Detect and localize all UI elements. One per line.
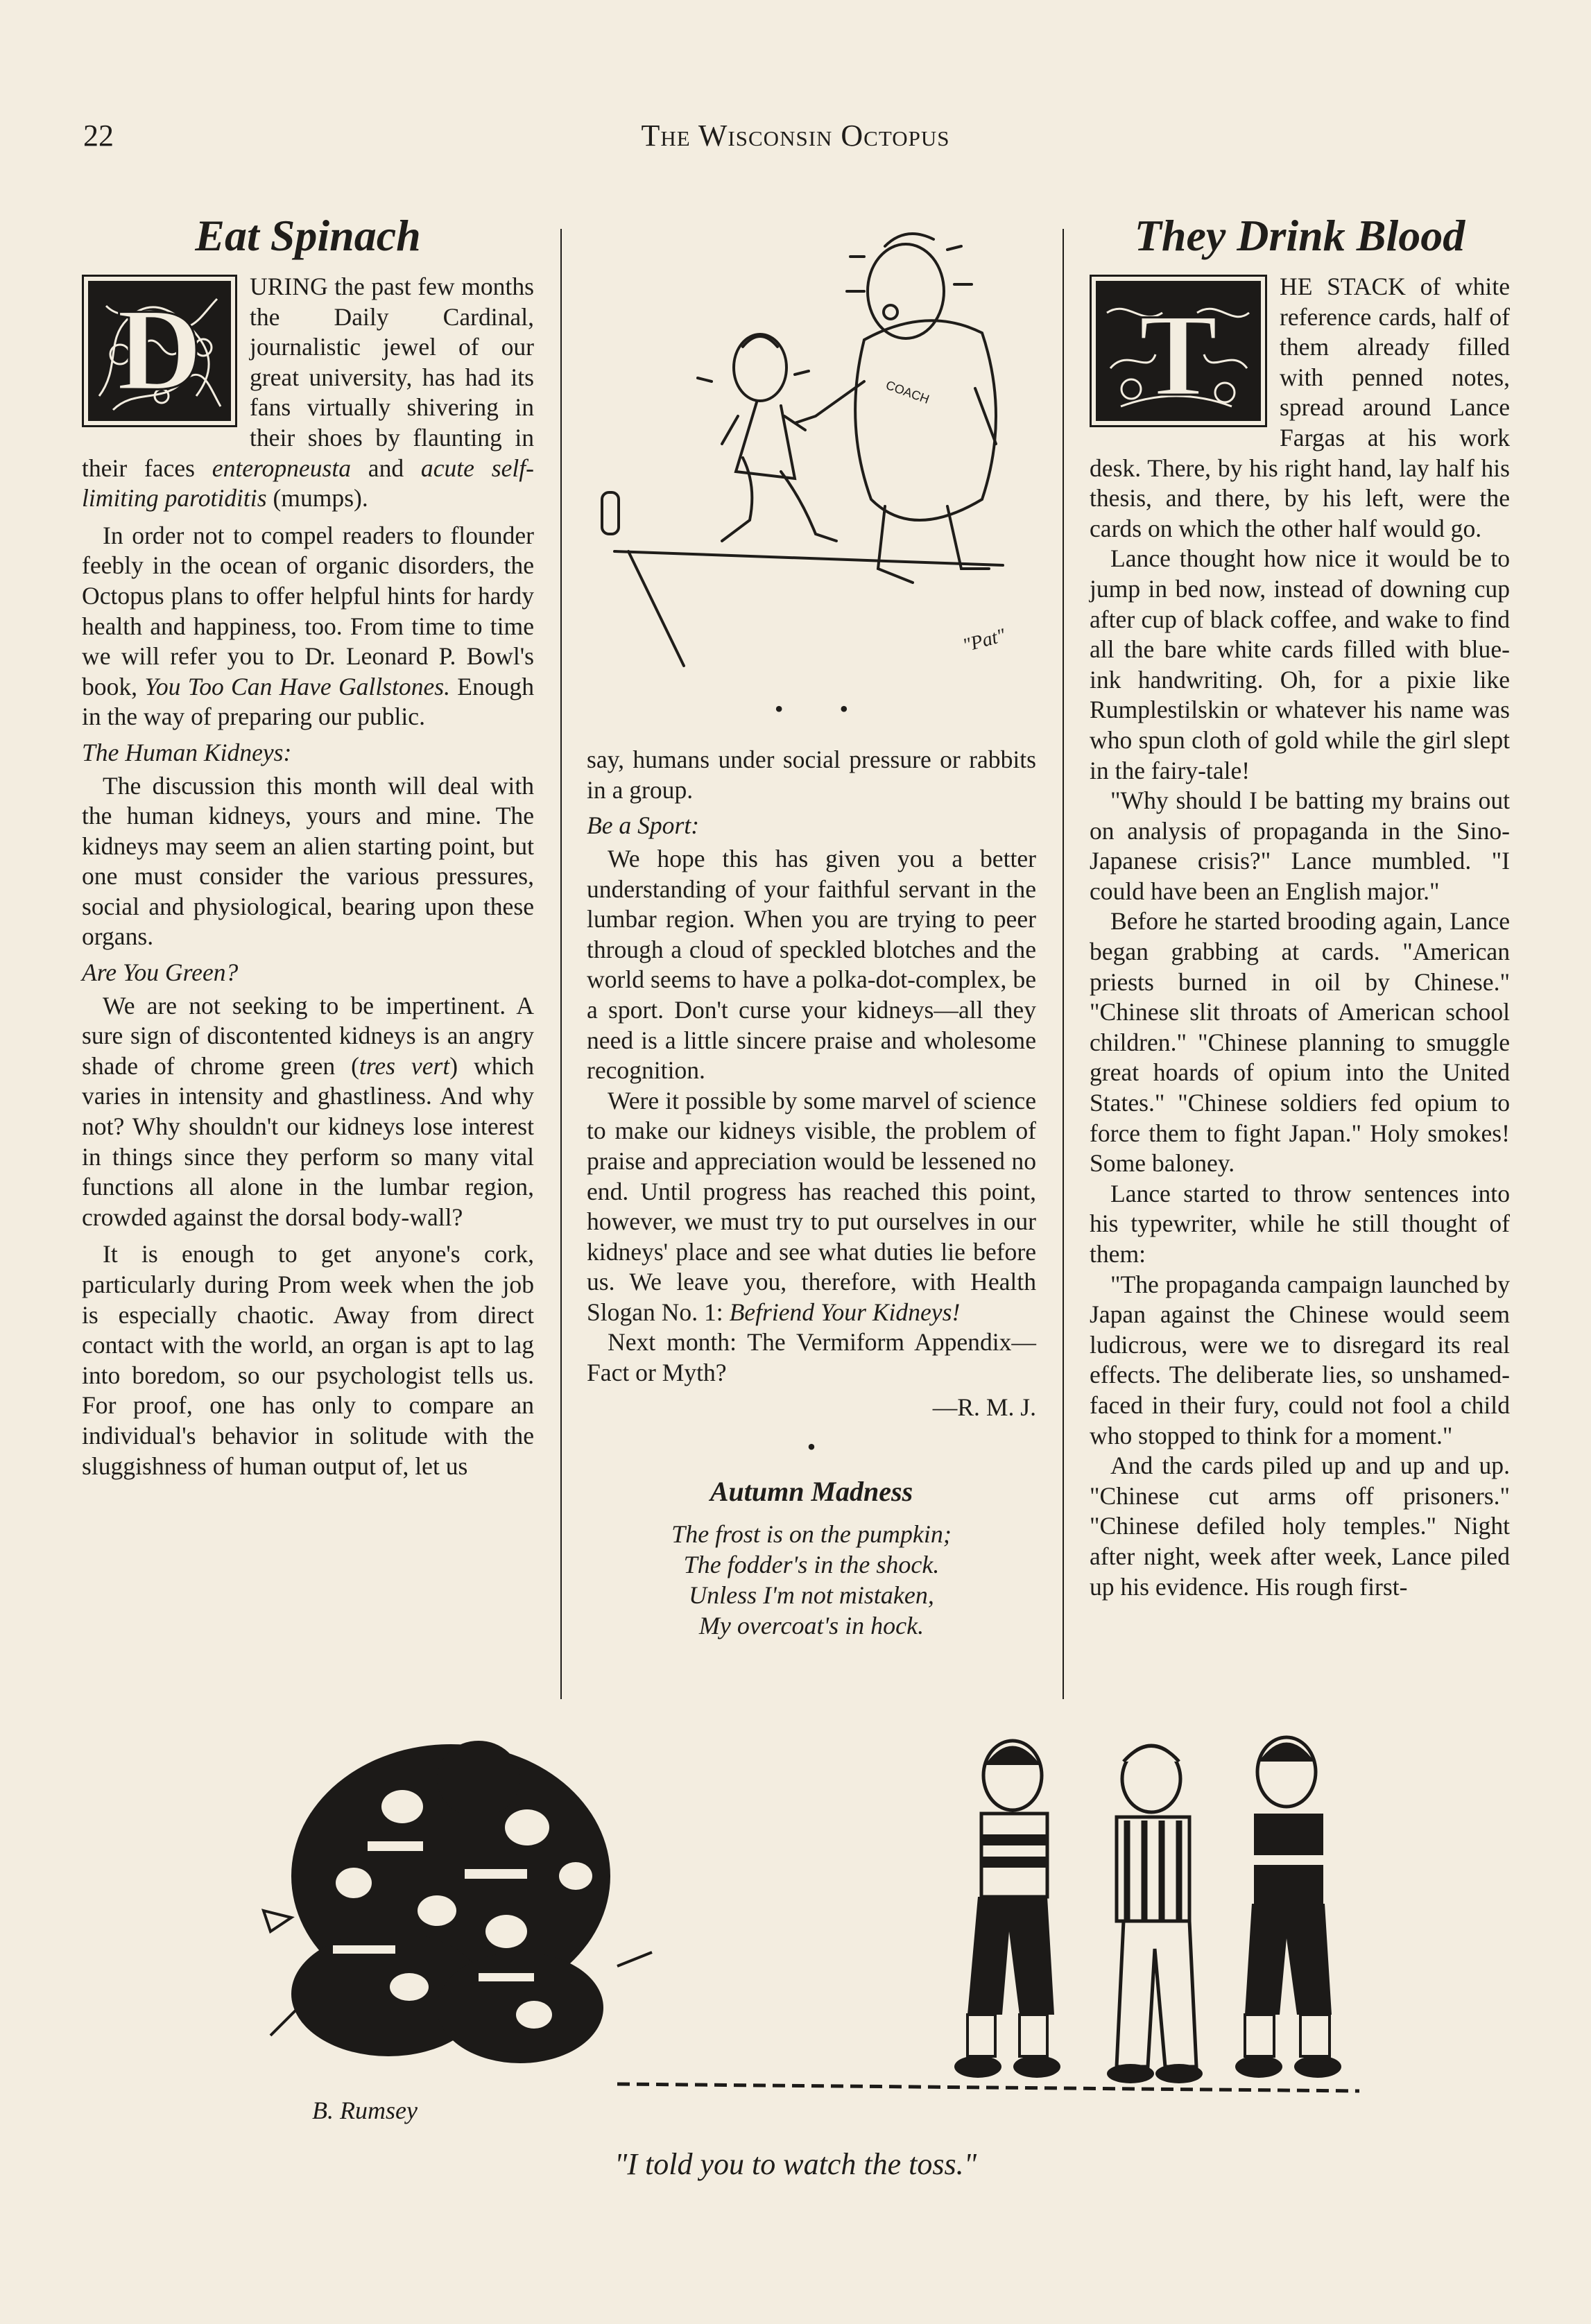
poem-title: Autumn Madness (710, 1475, 913, 1507)
drop-cap (1090, 275, 1267, 427)
article-eat-spinach (82, 208, 534, 1481)
paragraph: say, humans under social pressure or rabbits in a group. (587, 746, 1036, 804)
subheading: The Human Kidneys: (82, 738, 292, 766)
football-cartoon (229, 1703, 1408, 2133)
emphasis: enteropneusta (212, 454, 352, 482)
paragraph: (mumps). (266, 484, 368, 513)
middle-column (587, 208, 1036, 1641)
paragraph: Next month: The Vermiform Appendix—Fact or Myth? (587, 1328, 1036, 1387)
paragraph: And the cards piled up and up and up. "Chinese cut arms off prisoners." "Chinese defiled holy temples." Night after night, week after week, Lance piled up his evidence. His rough first- (1090, 1452, 1510, 1601)
cartoon-signature: "Pat" (960, 624, 1008, 657)
paragraph: URING the past few months the Daily Cardinal, journalistic jewel of our great university, has had its fans virtually shivering in their shoes by flaunting in their faces (82, 273, 534, 482)
cartoon-signature: B. Rumsey (312, 2097, 418, 2124)
coach-label: COACH (884, 377, 931, 406)
running-head: The Wisconsin Octopus (641, 119, 950, 153)
paragraph: "The propaganda campaign launched by Japan against the Chinese would seem ludicrous, were we to disregard its real effects. The deliberate lies, so unshamed-faced in their fury, could not fool a child who stopped to think for a moment." (1090, 1270, 1510, 1449)
ornament-icon (1100, 285, 1257, 417)
paragraph: Before he started brooding again, Lance began grabbing at cards. "American priests burned in oil by Chinese." "Chinese slit throats of American school children." "Chinese planning to smuggle great hoards of opium into the United States." "Chinese soldiers fed opium to force them to fight Japan." Holy smokes! Some baloney. (1090, 907, 1510, 1178)
subheading: Be a Sport: (587, 811, 700, 840)
author-signature: —R. M. J. (932, 1393, 1036, 1421)
article-title: Eat Spinach (195, 211, 421, 260)
subheading: Are You Green? (82, 958, 239, 987)
paragraph: In order not to compel readers to flounder feebly in the ocean of organic disorders, the Octopus plans to offer helpful hints for hardy health and happiness, too. From time to time we will refer you to Dr. Leonard P. Bowl's book, (82, 521, 534, 700)
paragraph: Lance thought how nice it would be to jump in bed now, instead of downing cup after cup of black coffee, and wake to find all the bare white cards filled with blue-ink handwriting. Oh, for a pixie like Rumplestilskin or whatever his name was who spun cloth of gold while the girl slept in the fairy-tale! (1090, 544, 1510, 784)
drop-cap (82, 275, 237, 427)
ornament-icon (92, 285, 227, 417)
separator-dots: • • (774, 694, 874, 723)
paragraph: ) which varies in intensity and ghastliness. And why not? Why shouldn't our kidneys lose interest in things since they perform so many vital functions all alone in the lumbar region, crowded against the dorsal body-wall? (82, 1051, 534, 1231)
drop-cap-letter: D (117, 285, 203, 415)
column-rule (560, 229, 562, 1699)
paragraph: Enough in the way of preparing our public. (82, 672, 534, 731)
paragraph: Lance started to throw sentences into his typewriter, while he still thought of them: (1090, 1179, 1510, 1268)
emphasis: tres vert (359, 1051, 450, 1080)
poem-line: My overcoat's in hock. (698, 1612, 925, 1640)
emphasis: You Too Can Have Gallstones. (144, 672, 451, 700)
paragraph: The discussion this month will deal with the human kidneys, yours and mine. The kidneys may seem an alien starting point, but one must consider the various pressures, social and physiological, bearing upon these organs. (82, 771, 534, 951)
paragraph: We are not seeking to be impertinent. A sure sign of discontented kidneys is an angry shade of chrome green ( (82, 991, 534, 1080)
article-they-drink-blood (1090, 208, 1510, 1602)
drop-cap-letter: T (1139, 290, 1218, 417)
coach-cartoon (587, 208, 1036, 680)
paragraph: and (351, 454, 421, 482)
emphasis: acute self-limiting parotiditis (82, 454, 534, 513)
paragraph: HE STACK of white reference cards, half of them already filled with penned notes, spread around Lance Fargas at his work desk. There, by his right hand, lay half his thesis, and there, by his left, were the cards on which the other half would go. (1090, 273, 1510, 542)
article-title: They Drink Blood (1134, 211, 1465, 260)
column-rule (1063, 229, 1064, 1699)
paragraph: "Why should I be batting my brains out on analysis of propaganda in the Sino-Japanese crisis?" Lance mumbled. "I could have been an English major." (1090, 786, 1510, 905)
paragraph: We hope this has given you a better understanding of your faithful servant in the lumbar region. When you are trying to peer through a cloud of speckled blotches and the world seems to have a polka-dot-complex, be a sport. Don't curse your kidneys—all they need is a little sincere praise and wholesome recognition. (587, 844, 1036, 1085)
page-number: 22 (83, 119, 114, 153)
bullet-separator: • (807, 1433, 816, 1461)
paragraph: Were it possible by some marvel of science to make our kidneys visible, the problem of praise and appreciation would be lessened no end. Until progress has reached this point, however, we must try to put ourselves in our kidneys' place and see what duties lie before us. We leave you, therefore, with Health Slogan No. 1: (587, 1086, 1036, 1326)
poem-line: Unless I'm not mistaken, (689, 1581, 934, 1610)
poem (587, 1519, 1036, 1641)
poem-line: The frost is on the pumpkin; (671, 1520, 952, 1549)
paragraph: It is enough to get anyone's cork, particularly during Prom week when the job is especially chaotic. Away from direct contact with the world, an organ is apt to lag into boredom, so our psychologist tells us. For proof, one has only to compare an individual's behavior in solitude with the sluggishness of human output of, let us (82, 1240, 534, 1480)
poem-line: The fodder's in the shock. (683, 1551, 940, 1579)
cartoon-caption: "I told you to watch the toss." (614, 2147, 977, 2181)
emphasis: Befriend Your Kidneys! (729, 1298, 961, 1326)
